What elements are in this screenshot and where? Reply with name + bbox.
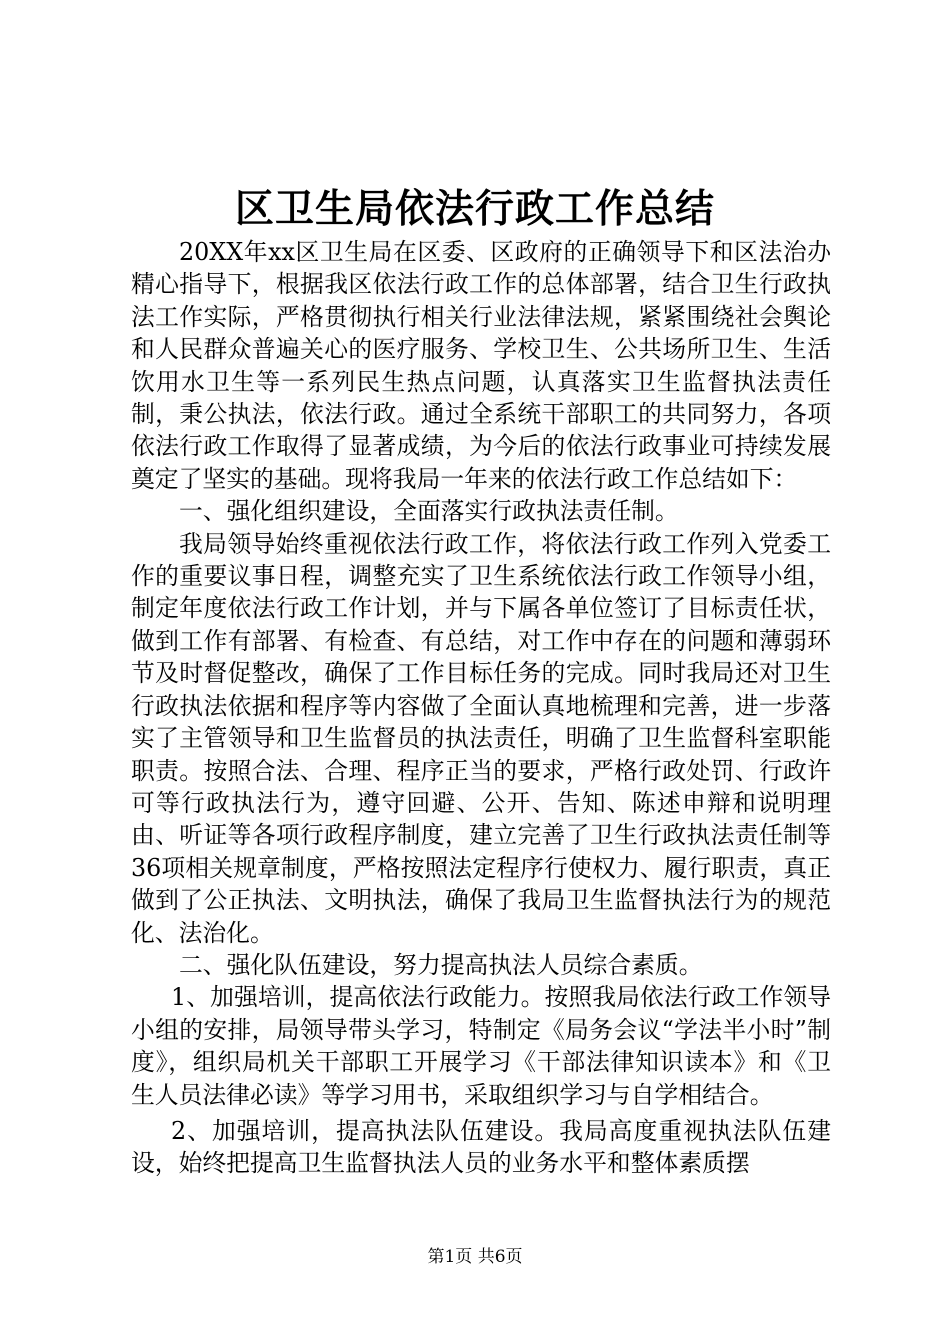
section-heading-2: 二、强化队伍建设，努力提高执法人员综合素质。 — [179, 950, 703, 979]
paragraph-intro: 20XX年xx区卫生局在区委、区政府的正确领导下和区法治办精心指导下，根据我区依法行政工作的总体部署，结合卫生行政执法工作实际，严格贯彻执行相关行业法律法规，紧紧围绕社会舆论和人民群众普遍关心的医疗服务、学校卫生、公共场所卫生、生活饮用水卫生等一系列民生热点问题，认真落实卫生监督执法责任制，秉公执法，依法行政。通过全系统干部职工的共同努力，各项依法行政工作取得了显著成绩，为今后的依法行政事业可持续发展奠定了坚实的基础。现将我局一年来的依法行政工作总结如下： — [131, 238, 831, 493]
paragraph-item-2: 2、加强培训，提高执法队伍建设。我局高度重视执法队伍建设，始终把提高卫生监督执法人员的业务水平和整体素质摆 — [131, 1116, 831, 1178]
paragraph-section-1: 我局领导始终重视依法行政工作，将依法行政工作列入党委工作的重要议事日程，调整充实了卫生系统依法行政工作领导小组，制定年度依法行政工作计划，并与下属各单位签订了目标责任状，做到工作有部署、有检查、有总结，对工作中存在的问题和薄弱环节及时督促整改，确保了工作目标任务的完成。同时我局还对卫生行政执法依据和程序等内容做了全面认真地梳理和完善，进一步落实了主管领导和卫生监督员的执法责任，明确了卫生监督科室职能职责。按照合法、合理、程序正当的要求，严格行政处罚、行政许可等行政执法行为，遵守回避、公开、告知、陈述申辩和说明理由、听证等各项行政程序制度，建立完善了卫生行政执法责任制等36项相关规章制度，严格按照法定程序行使权力、履行职责，真正做到了公正执法、文明执法，确保了我局卫生监督执法行为的规范化、法治化。 — [131, 529, 831, 947]
page-footer: 第1页 共6页 — [427, 1247, 523, 1267]
section-heading-1: 一、强化组织建设，全面落实行政执法责任制。 — [179, 497, 679, 526]
paragraph-item-1: 1、加强培训，提高依法行政能力。按照我局依法行政工作领导小组的安排，局领导带头学习，特制定《局务会议“学法半小时”制度》，组织局机关干部职工开展学习《干部法律知识读本》和《卫生人员法律必读》等学习用书，采取组织学习与自学相结合。 — [131, 983, 831, 1109]
document-body — [131, 236, 831, 1180]
page-title: 区卫生局依法行政工作总结 — [234, 186, 715, 232]
